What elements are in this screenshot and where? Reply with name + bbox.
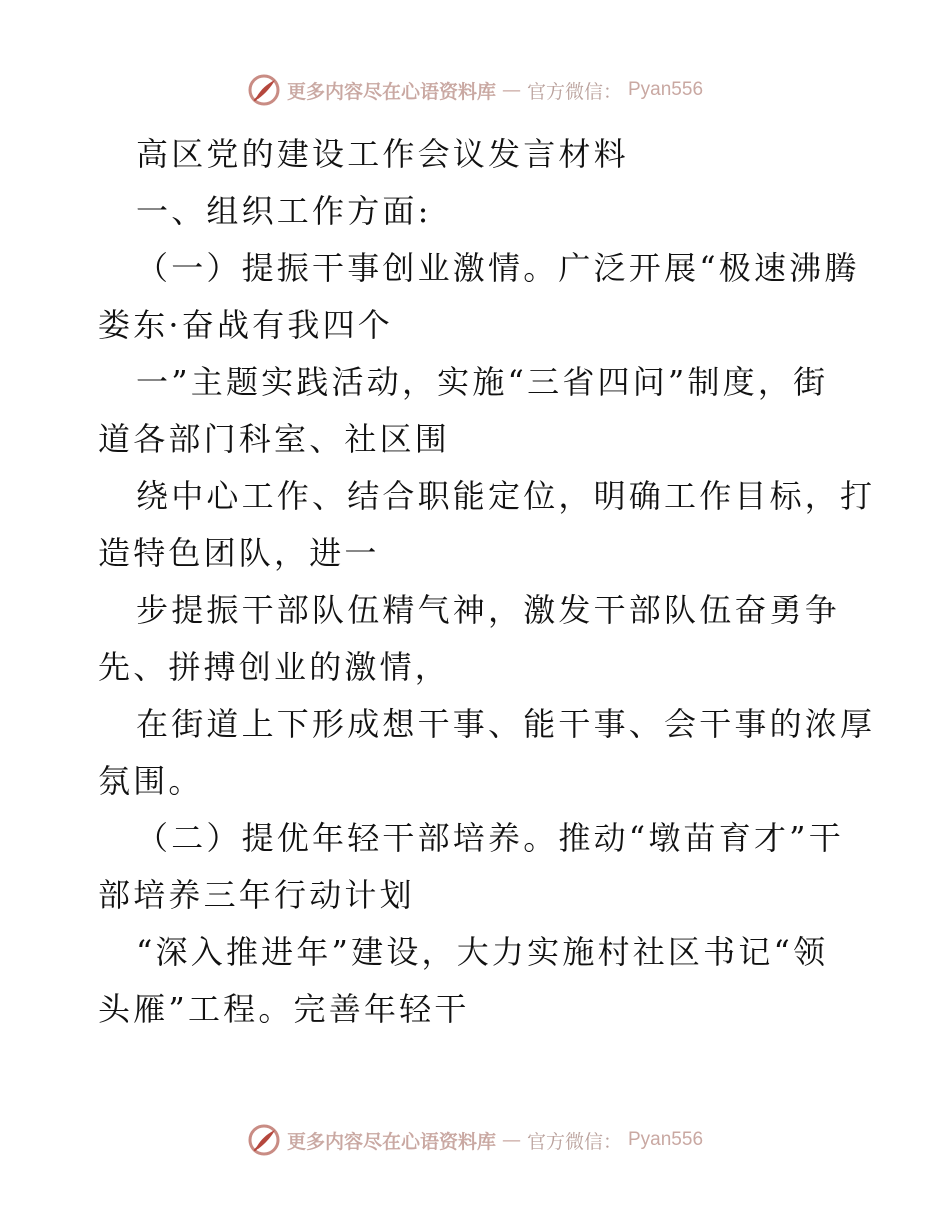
- watermark-dash: —: [501, 79, 521, 101]
- watermark-official-label: 官方微信：: [526, 1130, 622, 1153]
- paragraph-line: 道各部门科室、社区围: [98, 420, 451, 458]
- paragraph-line: 头雁”工程。完善年轻干: [98, 990, 470, 1028]
- watermark-dash: —: [501, 1129, 521, 1151]
- watermark-brand: 更多内容尽在心语资料库: [286, 80, 496, 103]
- watermark-brand: 更多内容尽在心语资料库: [286, 1130, 496, 1153]
- footer-watermark: [0, 1120, 950, 1160]
- paragraph-line: 一”主题实践活动，实施“三省四问”制度，街: [136, 363, 829, 401]
- paragraph-line: （一）提振干事创业激情。广泛开展“极速沸腾: [136, 249, 860, 287]
- feather-pen-logo-icon: [247, 1123, 281, 1157]
- paragraph-line: 步提振干部队伍精气神，激发干部队伍奋勇争: [136, 591, 841, 629]
- header-watermark: [0, 70, 950, 110]
- watermark-wechat-id: Pyan556: [628, 1129, 704, 1150]
- document-title: 高区党的建设工作会议发言材料: [136, 135, 629, 173]
- paragraph-line: 娄东·奋战有我四个: [98, 306, 393, 344]
- document-body: [98, 126, 876, 1038]
- paragraph-line: “深入推进年”建设，大力实施村社区书记“领: [136, 933, 829, 971]
- section-heading: 一、组织工作方面:: [136, 192, 432, 230]
- watermark-official-label: 官方微信：: [526, 80, 622, 103]
- paragraph-line: 绕中心工作、结合职能定位，明确工作目标，打: [136, 477, 876, 515]
- watermark-wechat-id: Pyan556: [628, 79, 704, 100]
- paragraph-line: （二）提优年轻干部培养。推动“墩苗育才”干: [136, 819, 844, 857]
- paragraph-line: 部培养三年行动计划: [98, 876, 415, 914]
- paragraph-line: 先、拼搏创业的激情，: [98, 648, 451, 686]
- paragraph-line: 在街道上下形成想干事、能干事、会干事的浓厚: [136, 705, 876, 743]
- feather-pen-logo-icon: [247, 73, 281, 107]
- paragraph-line: 造特色团队，进一: [98, 534, 380, 572]
- paragraph-line: 氛围。: [98, 762, 204, 800]
